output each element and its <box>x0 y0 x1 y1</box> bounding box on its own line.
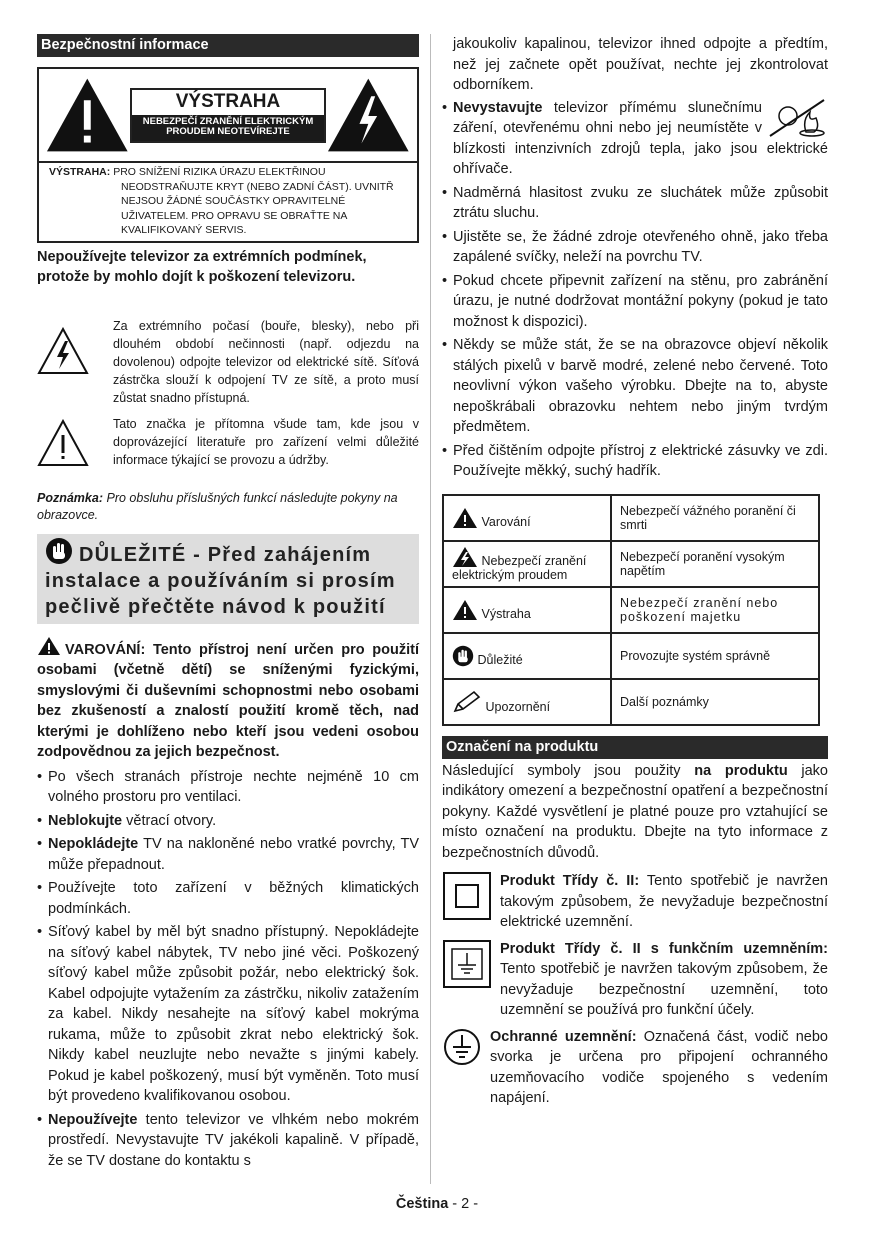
class2-functional-row <box>442 939 828 1021</box>
continuation-text: jakoukoliv kapalinou, televizor ihned odpojte a předtím, než jej začnete opět používat, nechte jej zkontrolovat odborníkem. <box>453 36 828 93</box>
vystraha-panel <box>130 88 327 143</box>
exclamation-outline-icon <box>37 419 89 467</box>
warning-paragraph <box>37 636 419 763</box>
table-row <box>443 587 819 633</box>
lightning-outline-icon <box>37 327 89 375</box>
list-item: • Někdy se může stát, že se na obrazovce objeví několik stálých pixelů v barvě modré, zelené nebo červené. Toto neovlivní výkon vašeho výrobku. Dbejte na to, abyste nepoškrábali obrazovku nehtem nebo jiným tvrdým předmětem. <box>442 335 828 438</box>
legend-label: Výstraha <box>481 606 531 621</box>
earth-text: Označená část, vodič nebo svorka je určena pro připojení ochranného uzemňovacího vodiče spojeného s vedením napájení. <box>490 1028 828 1106</box>
list-item: • Ujistěte se, že žádné zdroje otevřeného ohně, jako třeba zapálené svíčky, neleží na povrchu TV. <box>442 227 828 268</box>
legend-desc: Provozujte systém správně <box>611 633 819 679</box>
legend-desc: Další poznámky <box>611 679 819 725</box>
note-paragraph <box>37 490 419 524</box>
warn-rest: NEODSTRAŇUJTE KRYT (NEBO ZADNÍ ČÁST). UVNITŘ NEJSOU ŽÁDNÉ SOUČÁSTKY OPRAVITELNÉ UŽIVATELEM. PRO OPRAVU SE OBRAŤTE NA KVALIFIKOVANÝ SERVIS. <box>121 180 394 236</box>
table-row <box>443 633 819 679</box>
section-title-safety: Bezpečnostní informace <box>37 34 419 57</box>
protective-earth-row <box>442 1027 828 1109</box>
protective-earth-icon <box>442 1027 482 1067</box>
list-item: • Před čištěním odpojte přístroj z elektrické zásuvky ve zdi. Používejte měkký, suchý hadřík. <box>442 441 828 482</box>
lightning-info-text: Za extrémního počasí (bouře, blesky), nebo při dlouhém období nečinnosti (např. odjezdu na dovolenou) odpojte televizor od elektrické sítě. Síťová zástrčka slouží k odpojení TV ze sítě, a proto musí zůstat snadno přístupná. <box>113 318 419 405</box>
right-bullet-list <box>442 98 828 482</box>
legend-desc: Nebezpečí vážného poranění či smrti <box>611 495 819 541</box>
list-item: • Síťový kabel by měl být snadno přístupný. Nepokládejte na síťový kabel nábytek, TV nebo jiné věci. Poškozený síťový kabel může způsobit požár, nebo elektrický šok. Kabel odpojujte vytažením za zástrčku, nikoliv zatažením za kabel. Nikdy nesahejte na síťový kabel mokrýma rukama, může to způsobit zkrat nebo elektrický šok. Nikdy kabel neuzlujte nebo nevažte s jinými kabely. Pokud je kabel poškozený, musí být vyměněn. Toto musí být provedeno kvalifikovanou osobou. <box>37 922 419 1107</box>
warning-triangle-icon <box>452 507 478 529</box>
warning-triangle-icon <box>37 636 61 656</box>
list-item: • Používejte toto zařízení v běžných klimatických podmínkách. <box>37 878 419 919</box>
warn-line1: PRO SNÍŽENÍ RIZIKA ÚRAZU ELEKTŘINOU <box>113 166 326 178</box>
earth-title: Ochranné uzemnění: <box>490 1028 637 1045</box>
right-column <box>442 34 828 1109</box>
legend-desc: Nebezpečí zranění nebo poškození majetku <box>611 587 819 633</box>
product-intro: Následující symboly jsou použity na produktu jako indikátory omezení a bezpečnostní opatření a bezpečnostní pokyny. Každé vysvětlení je platné pouze pro vztahující se místo označení na produktu. Dbejte na tyto informace z bezpečnostních důvodů. <box>442 762 828 861</box>
section-title-product: Označení na produktu <box>442 736 828 759</box>
list-item: • Nepokládejte TV na nakloněné nebo vratké povrchy, TV může přepadnout. <box>37 834 419 875</box>
lightning-triangle-icon <box>326 76 411 154</box>
table-row <box>443 495 819 541</box>
list-item: • Nepoužívejte tento televizor ve vlhkém nebo mokrém prostředí. Nevystavujte TV jakékoli kapalině. V případě, že se TV dostane do kontaktu s <box>37 1110 419 1172</box>
exclamation-triangle-icon <box>45 76 130 154</box>
warn-label: VÝSTRAHA: <box>49 166 111 178</box>
class2-title: Produkt Třídy č. II: <box>500 873 640 889</box>
left-column <box>37 34 419 1174</box>
important-banner <box>37 534 419 624</box>
electric-shock-icon <box>452 546 478 568</box>
legend-desc: Nebezpečí poranění vysokým napětím <box>611 541 819 587</box>
lightning-info-row <box>37 317 419 407</box>
extreme-conditions-warning: Nepoužívejte televizor za extrémních podmínek, protože by mohlo dojít k poškození televizoru. <box>37 248 367 285</box>
footer-page-number: - 2 - <box>448 1196 479 1212</box>
list-item: • Nevystavujte televizor přímému slunečnímu záření, otevřenému ohni nebo jej neumístěte v blízkosti intenzivních zdrojů tepla, jako jsou elektrické ohřívače. <box>442 98 828 180</box>
legend-label: Nebezpečí zranění elektrickým proudem <box>452 553 587 582</box>
vystraha-subtitle: NEBEZPEČÍ ZRANĚNÍ ELEKTRICKÝM PROUDEM NEOTEVÍREJTE <box>132 115 325 141</box>
pencil-note-icon <box>452 690 482 714</box>
class2f-title: Produkt Třídy č. II s funkčním uzemněním: <box>500 940 828 957</box>
exclaim-info-row <box>37 415 419 472</box>
no-fire-sun-icon <box>766 98 828 138</box>
functional-earth-icon <box>442 939 492 989</box>
table-row <box>443 541 819 587</box>
note-label: Poznámka: <box>37 490 103 505</box>
class2-text: Tento spotřebič je navržen takovým způsobem, že nevyžaduje bezpečnostní elektrické uzemnění. <box>500 873 828 930</box>
list-item: • Neblokujte větrací otvory. <box>37 811 419 832</box>
list-item: • Po všech stranách přístroje nechte nejméně 10 cm volného prostoru pro ventilaci. <box>37 767 419 808</box>
hand-stop-icon <box>452 645 474 667</box>
exclaim-info-text: Tato značka je přítomna všude tam, kde jsou v doprovázející literatuře pro zařízení velmi důležité informace týkající se provozu a údržby. <box>113 416 419 467</box>
vystraha-title: VÝSTRAHA <box>175 90 281 112</box>
list-item: • Nadměrná hlasitost zvuku ze sluchátek může způsobit ztrátu sluchu. <box>442 183 828 224</box>
legend-label: Upozornění <box>485 699 551 714</box>
legend-label: Důležité <box>477 652 523 667</box>
note-text: Pro obsluhu příslušných funkcí následujte pokyny na obrazovce. <box>37 490 398 522</box>
class2-row <box>442 871 828 933</box>
list-item: • Pokud chcete připevnit zařízení na stěnu, pro zabránění úrazu, je nutné dodržovat montážní pokyny (pokud je tato možnost k dispozici). <box>442 271 828 333</box>
warning-label-box <box>37 67 419 243</box>
hand-stop-icon <box>45 537 73 565</box>
footer-language: Čeština <box>395 1196 449 1212</box>
left-bullet-list <box>37 767 419 1172</box>
caution-triangle-icon <box>452 599 478 621</box>
symbol-legend-table <box>442 494 820 726</box>
column-divider <box>430 34 431 1184</box>
page-footer <box>0 1196 874 1212</box>
warning-paragraph-text: VAROVÁNÍ: Tento přístroj není určen pro použití osobami (včetně dětí) se sníženými fyzickými, smyslovými či duševními schopnostmi nebo osobami bez zkušeností a znalostí použití kromě těch, nad kterými je dohlíženo nebo kteří jsou vedeni osobou zodpovědnou za jejich bezpečnost. <box>37 641 419 760</box>
legend-label: Varování <box>481 514 531 529</box>
class2-double-square-icon <box>442 871 492 921</box>
important-title: DŮLEŽITÉ - Před zahájením instalace a používáním si prosím pečlivě přečtěte návod k použití <box>45 543 396 618</box>
table-row <box>443 679 819 725</box>
class2f-text: Tento spotřebič je navržen takovým způsobem, že nevyžaduje bezpečnostní uzemnění, toto uzemnění se používá pro funkční účely. <box>500 961 828 1018</box>
